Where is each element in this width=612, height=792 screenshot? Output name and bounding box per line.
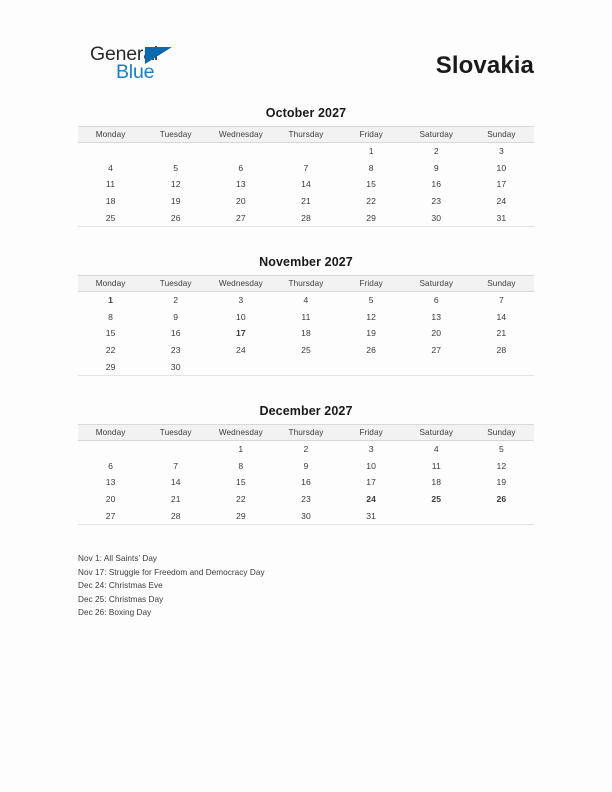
general-blue-logo (90, 42, 290, 94)
calendar-day[interactable]: 7 (498, 295, 504, 306)
calendar-day[interactable]: 31 (339, 507, 404, 524)
calendar-body (78, 143, 534, 227)
calendar-day-empty (78, 441, 143, 458)
calendar-day[interactable]: 8 (108, 311, 114, 322)
calendar-day[interactable]: 27 (208, 209, 273, 226)
calendar-week-row (78, 458, 534, 475)
month-block-october (78, 106, 534, 227)
calendar-day[interactable]: 9 (173, 311, 179, 322)
calendar-day-empty (78, 143, 143, 160)
calendar-day[interactable]: 11 (106, 179, 116, 190)
calendar-day[interactable]: 11 (301, 311, 311, 322)
calendar-day[interactable]: 21 (170, 494, 181, 505)
month-block-november (78, 255, 534, 376)
calendar-day[interactable]: 31 (469, 209, 534, 226)
calendar-day[interactable]: 10 (496, 162, 507, 173)
calendar-day[interactable]: 23 (301, 494, 311, 505)
calendar-week-row (78, 176, 534, 193)
calendar-day[interactable]: 16 (431, 179, 442, 190)
weekday-header-sunday: Sunday (469, 276, 534, 292)
weekday-header-tuesday: Tuesday (143, 276, 208, 292)
calendar-day[interactable]: 17 (496, 179, 507, 190)
calendar-day[interactable]: 30 (273, 507, 338, 524)
calendar-week-row (78, 358, 534, 375)
calendar-day-empty (143, 441, 208, 458)
calendar-day[interactable]: 16 (170, 328, 181, 339)
calendar-day[interactable]: 7 (303, 162, 309, 173)
calendar-day[interactable]: 16 (301, 477, 311, 488)
calendar-day[interactable]: 27 (78, 507, 143, 524)
weekday-header-row (78, 276, 534, 292)
calendar-day[interactable]: 23 (431, 196, 442, 207)
calendar-day[interactable]: 18 (105, 196, 116, 207)
month-title: October 2027 (265, 106, 347, 120)
weekday-header-tuesday: Tuesday (143, 425, 208, 441)
weekday-header-friday: Friday (339, 425, 404, 441)
calendar-week-row (78, 507, 534, 524)
calendar-week-row (78, 292, 534, 309)
calendar-table (78, 275, 534, 376)
calendar-day[interactable]: 8 (368, 162, 374, 173)
calendar-day[interactable]: 9 (303, 460, 309, 471)
weekday-header-row (78, 425, 534, 441)
calendar-day[interactable]: 15 (235, 477, 246, 488)
holiday-notes-list (78, 552, 498, 620)
weekday-header-row (78, 127, 534, 143)
calendar-day-holiday[interactable]: 1 (108, 295, 114, 306)
calendar-day[interactable]: 26 (366, 345, 377, 356)
calendar-table (78, 126, 534, 227)
calendar-day[interactable]: 4 (108, 162, 114, 173)
calendar-day-holiday[interactable]: 26 (496, 494, 507, 505)
weekday-header-saturday: Saturday (404, 425, 469, 441)
holiday-note: Nov 1: All Saints’ Day (78, 554, 158, 563)
month-block-december (78, 404, 534, 525)
calendar-day-holiday[interactable]: 24 (366, 494, 377, 505)
calendar-day[interactable]: 21 (301, 196, 311, 207)
calendar-day[interactable]: 23 (170, 345, 181, 356)
page-header (78, 42, 534, 94)
calendar-day[interactable]: 12 (496, 460, 507, 471)
calendar-day[interactable]: 22 (105, 345, 116, 356)
calendar-day[interactable]: 13 (105, 477, 116, 488)
calendar-day[interactable]: 13 (431, 311, 442, 322)
calendar-day-empty (208, 143, 273, 160)
calendar-day[interactable]: 14 (496, 311, 507, 322)
weekday-header-wednesday: Wednesday (208, 276, 273, 292)
calendar-day[interactable]: 19 (170, 196, 181, 207)
calendar-day[interactable]: 15 (366, 179, 377, 190)
calendar-body (78, 292, 534, 376)
calendar-week-row (78, 143, 534, 160)
calendar-day[interactable]: 19 (496, 477, 507, 488)
calendar-day[interactable]: 3 (498, 146, 504, 157)
calendar-table (78, 424, 534, 525)
calendar-day[interactable]: 11 (431, 460, 441, 471)
page-title: Slovakia (435, 52, 534, 79)
calendar-day-empty (273, 358, 338, 375)
logo-text-blue: Blue (116, 61, 155, 83)
calendar-day[interactable]: 20 (105, 494, 116, 505)
calendar-day[interactable]: 29 (339, 209, 404, 226)
calendar-week-row (78, 491, 534, 508)
weekday-header-thursday: Thursday (273, 127, 338, 143)
calendar-day[interactable]: 13 (235, 179, 246, 190)
calendar-day[interactable]: 10 (235, 311, 246, 322)
calendar-day-empty (469, 507, 534, 524)
calendar-day[interactable]: 12 (366, 311, 377, 322)
calendar-head (78, 127, 534, 143)
calendar-day[interactable]: 25 (78, 209, 143, 226)
calendar-day[interactable]: 28 (496, 345, 507, 356)
calendar-day[interactable]: 1 (238, 444, 244, 455)
weekday-header-tuesday: Tuesday (143, 127, 208, 143)
calendar-day[interactable]: 4 (303, 295, 309, 306)
calendar-week-row (78, 193, 534, 210)
calendar-day[interactable]: 8 (238, 460, 244, 471)
calendar-day[interactable]: 17 (366, 477, 377, 488)
calendar-day[interactable]: 14 (170, 477, 181, 488)
calendar-head (78, 276, 534, 292)
calendar-day[interactable]: 6 (238, 162, 244, 173)
calendar-day[interactable]: 15 (105, 328, 116, 339)
weekday-header-thursday: Thursday (273, 276, 338, 292)
calendar-day[interactable]: 2 (433, 146, 439, 157)
logo-text-general: General (90, 43, 158, 65)
weekday-header-monday: Monday (78, 276, 143, 292)
calendar-day[interactable]: 3 (238, 295, 244, 306)
calendar-day-holiday[interactable]: 25 (431, 494, 442, 505)
calendar-day[interactable]: 26 (143, 209, 208, 226)
calendar-day[interactable]: 20 (431, 328, 442, 339)
calendar-day[interactable]: 21 (496, 328, 507, 339)
holiday-note: Dec 26: Boxing Day (78, 608, 152, 617)
calendar-day-empty (404, 507, 469, 524)
calendar-week-row (78, 325, 534, 342)
calendar-day[interactable]: 28 (143, 507, 208, 524)
calendar-day-empty (273, 143, 338, 160)
calendar-week-row (78, 342, 534, 359)
weekday-header-saturday: Saturday (404, 127, 469, 143)
calendar-day[interactable]: 30 (404, 209, 469, 226)
calendar-day[interactable]: 2 (303, 444, 309, 455)
calendar-day[interactable]: 28 (273, 209, 338, 226)
calendar-head (78, 425, 534, 441)
calendar-day[interactable]: 20 (235, 196, 246, 207)
holiday-note: Nov 17: Struggle for Freedom and Democracy Day (78, 567, 265, 577)
calendar-day[interactable]: 5 (368, 295, 374, 306)
calendar-week-row (78, 474, 534, 491)
calendar-day[interactable]: 24 (496, 196, 507, 207)
calendar-day[interactable]: 18 (431, 477, 442, 488)
weekday-header-sunday: Sunday (469, 127, 534, 143)
calendar-day[interactable]: 30 (143, 358, 208, 375)
calendar-day[interactable]: 25 (301, 345, 311, 356)
weekday-header-friday: Friday (339, 276, 404, 292)
weekday-header-thursday: Thursday (273, 425, 338, 441)
calendar-day[interactable]: 29 (78, 358, 143, 375)
calendar-day[interactable]: 2 (173, 295, 179, 306)
calendar-day[interactable]: 12 (170, 179, 181, 190)
weekday-header-wednesday: Wednesday (208, 425, 273, 441)
calendar-day[interactable]: 24 (235, 345, 246, 356)
calendar-day-empty (339, 358, 404, 375)
calendar-body (78, 441, 534, 525)
calendar-week-row (78, 441, 534, 458)
calendar-day[interactable]: 22 (235, 494, 246, 505)
calendar-day[interactable]: 3 (368, 444, 374, 455)
calendar-day[interactable]: 4 (433, 444, 439, 455)
calendar-day[interactable]: 22 (366, 196, 377, 207)
calendar-week-row (78, 309, 534, 326)
calendar-day-empty (469, 358, 534, 375)
holiday-note: Dec 24: Christmas Eve (78, 581, 163, 590)
calendar-day-holiday[interactable]: 17 (235, 328, 246, 339)
calendar-day[interactable]: 19 (366, 328, 377, 339)
calendar-day[interactable]: 9 (433, 162, 439, 173)
calendar-week-row (78, 209, 534, 226)
weekday-header-friday: Friday (339, 127, 404, 143)
weekday-header-wednesday: Wednesday (208, 127, 273, 143)
calendar-day[interactable]: 6 (108, 460, 114, 471)
month-title: November 2027 (259, 255, 353, 269)
weekday-header-monday: Monday (78, 127, 143, 143)
calendar-day-empty (143, 143, 208, 160)
calendar-day[interactable]: 5 (498, 444, 504, 455)
weekday-header-saturday: Saturday (404, 276, 469, 292)
weekday-header-sunday: Sunday (469, 425, 534, 441)
calendar-day-empty (404, 358, 469, 375)
calendar-day[interactable]: 29 (208, 507, 273, 524)
calendar-day[interactable]: 1 (368, 146, 374, 157)
calendar-day[interactable]: 14 (301, 179, 311, 190)
calendar-day[interactable]: 6 (433, 295, 439, 306)
weekday-header-monday: Monday (78, 425, 143, 441)
calendar-day[interactable]: 7 (173, 460, 179, 471)
holiday-note: Dec 25: Christmas Day (78, 594, 164, 604)
calendar-day[interactable]: 18 (301, 328, 311, 339)
month-title: December 2027 (259, 404, 353, 418)
calendar-week-row (78, 160, 534, 177)
calendar-day[interactable]: 27 (431, 345, 442, 356)
calendar-day[interactable]: 10 (366, 460, 377, 471)
calendar-day[interactable]: 5 (173, 162, 179, 173)
calendar-day-empty (208, 358, 273, 375)
